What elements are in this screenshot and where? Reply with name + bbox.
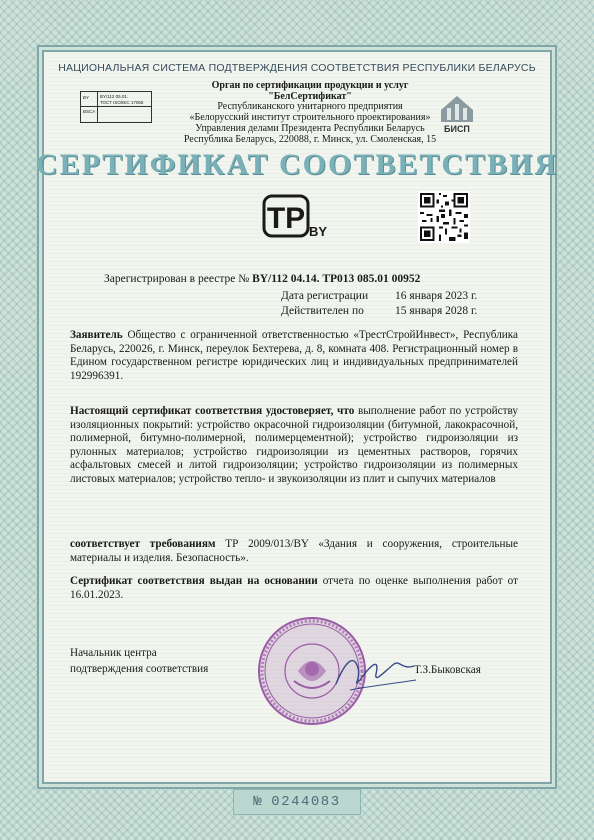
- signatory-name: Т.З.Быковская: [414, 664, 481, 676]
- registration-date-label: Дата регистрации: [281, 290, 369, 302]
- mark-line-2: ТОСТ ISO/IEC 17065: [100, 100, 144, 105]
- mark-label-top: BY: [83, 95, 90, 100]
- basis-label: Сертификат соответствия выдан на основании: [70, 575, 318, 587]
- tp-mark-main: TP: [266, 202, 306, 235]
- serial-number: 0244083: [271, 794, 341, 810]
- signatory-title-line-2: подтверждения соответствия: [70, 663, 209, 675]
- org-line-2: "БелСертификат": [268, 90, 352, 102]
- conforms-label: соответствует требованиям: [70, 538, 216, 550]
- handwritten-signature-icon: [330, 640, 420, 700]
- signatory-title: [70, 645, 208, 677]
- mark-line-1: BY/112 05.01.: [100, 94, 129, 99]
- basis-paragraph: [70, 575, 518, 602]
- signatory-title-line-1: Начальник центра: [70, 647, 157, 659]
- registry-label: Зарегистрирован в реестре №: [104, 273, 250, 285]
- org-line-4: «Белорусский институт строительного проектирования»: [189, 112, 431, 124]
- certifies-label: Настоящий сертификат соответствия удостоверяет, что: [70, 405, 355, 417]
- org-line-6: Республика Беларусь, 220088, г. Минск, ул. Смоленская, 15: [183, 133, 437, 145]
- registry-line: [104, 273, 420, 285]
- tp-by-mark-icon: [262, 194, 332, 240]
- valid-until-value: 15 января 2028 г.: [395, 305, 478, 317]
- basis-text: отчета по оценке выполнения работ от 16.01.2023.: [70, 575, 518, 601]
- certification-body: [140, 81, 480, 145]
- bisp-logo-label: БИСП: [444, 124, 470, 134]
- conforms-text: ТР 2009/013/BY «Здания и сооружения, строительные материалы и изделия. Безопасность».: [70, 538, 518, 564]
- tp-mark-sub: BY: [308, 224, 328, 239]
- registration-date-value: 16 января 2023 г.: [395, 290, 478, 302]
- serial-prefix: №: [253, 794, 264, 810]
- certificate-title: СЕРТИФИКАТ СООТВЕТСТВИЯ: [35, 148, 559, 181]
- applicant-text: Общество с ограниченной ответственностью «ТрестСтройИнвест», Республика Беларусь, 220026, г. Минск, переулок Бехтерева, д. 8, комната 408. Регистрационный номер в Едином государственном регистре юридических лиц и индивидуальных предпринимателей 192996391.: [70, 329, 518, 382]
- national-system-header: НАЦИОНАЛЬНАЯ СИСТЕМА ПОДТВЕРЖДЕНИЯ СООТВЕТСТВИЯ РЕСПУБЛИКИ БЕЛАРУСЬ: [58, 62, 536, 74]
- conforms-paragraph: [70, 538, 518, 565]
- certifies-text: выполнение работ по устройству изоляционных покрытий: устройство окрасочной гидроизоляции (битумной, лакокрасочной, полимерной, битумно-полимерной, полимерцементной); устройство гидроизоляции из рулонных материалов; устройство гидроизоляции из цементных растворов, горячих асфальтовых смесей и литой гидроизоляции; устройство гидроизоляции из полимерных листовых материалов; устройство тепло- и звукоизоляции из плит и сыпучих материалов: [70, 405, 518, 485]
- mark-label-bottom: BSCA: [83, 109, 96, 114]
- applicant-paragraph: [70, 329, 518, 383]
- org-line-3: Республиканского унитарного предприятия: [217, 101, 403, 113]
- certifies-paragraph: [70, 405, 518, 487]
- serial-number-box: [233, 789, 361, 815]
- applicant-label: Заявитель: [70, 329, 123, 341]
- registry-number: BY/112 04.14. ТР013 085.01 00952: [252, 273, 421, 285]
- qr-code-icon[interactable]: [418, 191, 470, 243]
- valid-until-label: Действителен по: [281, 305, 364, 317]
- org-line-5: Управления делами Президента Республики Беларусь: [195, 122, 425, 134]
- org-line-1: Орган по сертификации продукции и услуг: [211, 80, 409, 91]
